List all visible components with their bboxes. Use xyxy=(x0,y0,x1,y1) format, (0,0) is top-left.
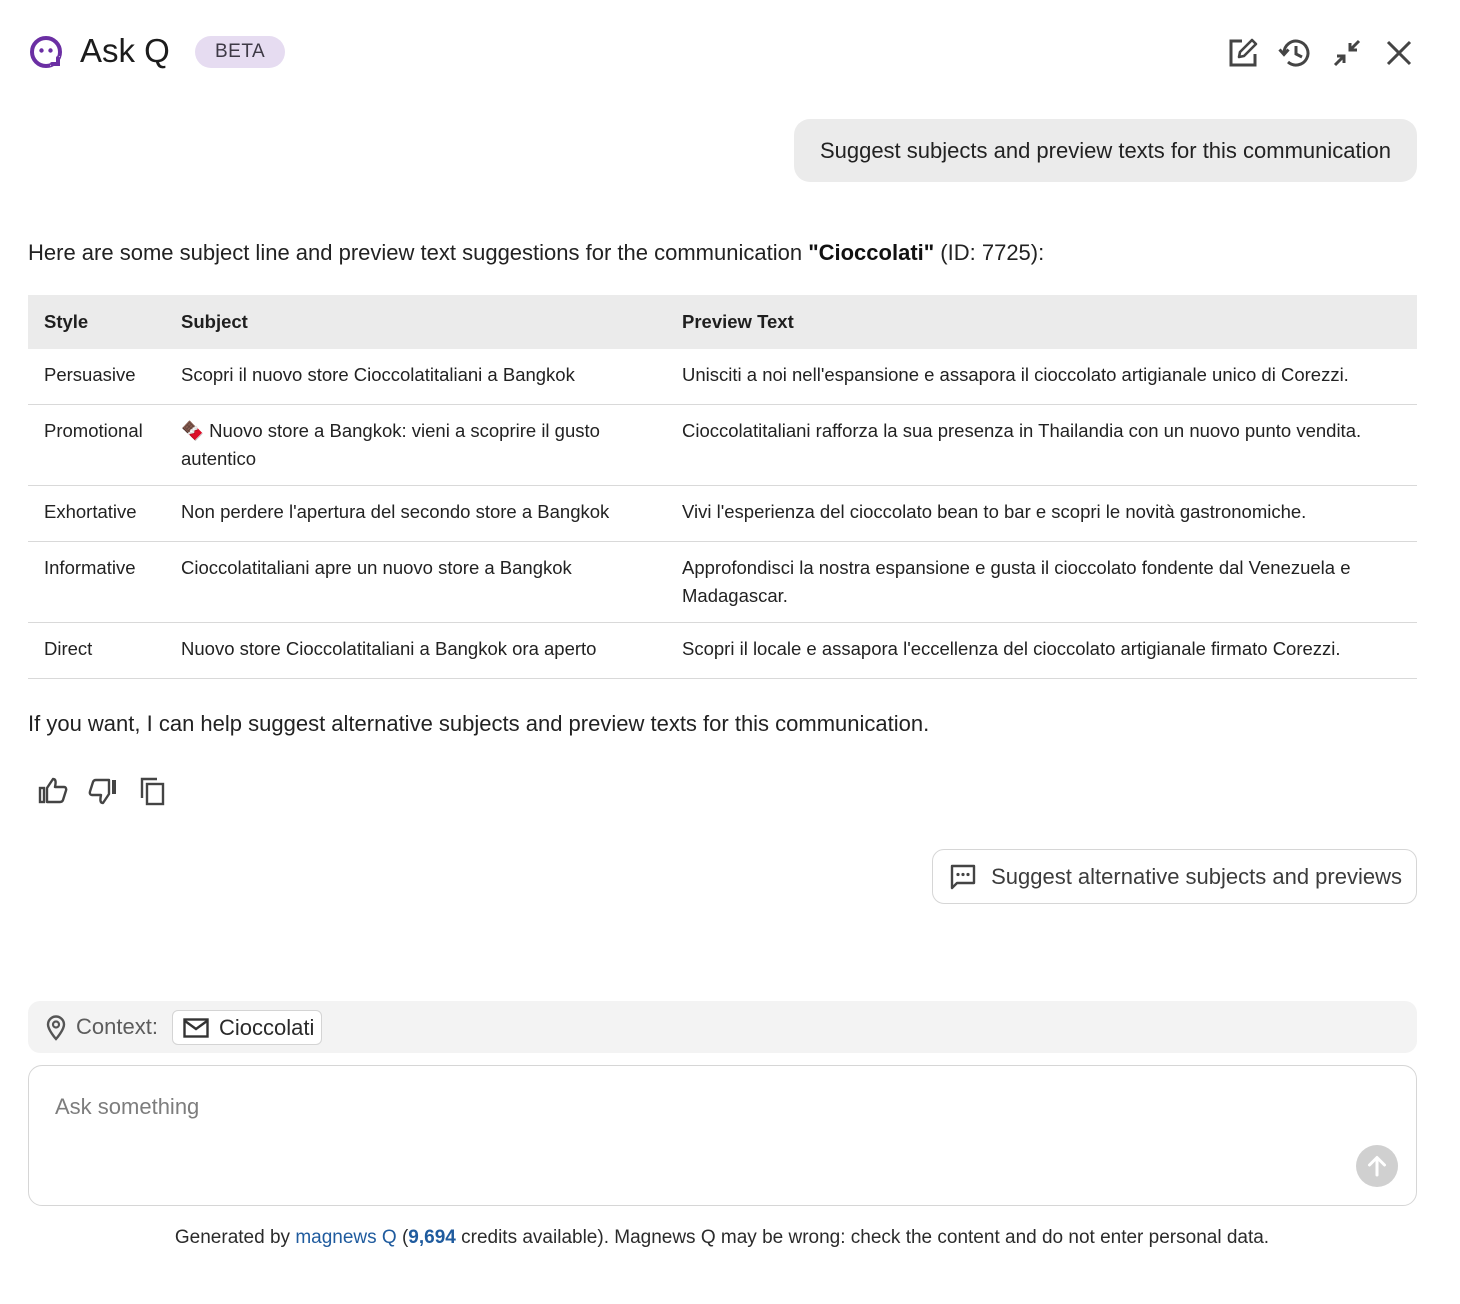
close-button[interactable] xyxy=(1380,34,1418,72)
preview-text-cell: Cioccolatitaliani rafforza la sua presenza in Thailandia con un nuovo punto vendita. xyxy=(666,405,1417,486)
arrow-up-icon xyxy=(1365,1154,1389,1178)
copy-icon xyxy=(138,776,168,806)
table-row xyxy=(28,349,1417,405)
column-header-style: Style xyxy=(28,295,165,349)
preview-text-cell: Vivi l'esperienza del cioccolato bean to bar e scopri le novità gastronomiche. xyxy=(666,486,1417,542)
feedback-actions xyxy=(38,776,168,806)
table-row xyxy=(28,623,1417,679)
table-row xyxy=(28,542,1417,623)
preview-text-cell: Scopri il locale e assapora l'eccellenza del cioccolato artigianale firmato Corezzi. xyxy=(666,623,1417,679)
history-button[interactable] xyxy=(1276,34,1314,72)
column-header-subject: Subject xyxy=(165,295,666,349)
context-bar xyxy=(28,1001,1417,1053)
suggestion-chip-label: Suggest alternative subjects and previews xyxy=(991,863,1402,889)
table-row xyxy=(28,486,1417,542)
subject-cell: Non perdere l'apertura del secondo store a Bangkok xyxy=(165,486,666,542)
thumbs-up-button[interactable] xyxy=(38,776,68,806)
magnews-q-link[interactable]: magnews Q xyxy=(295,1227,397,1248)
subject-cell: Scopri il nuovo store Cioccolatitaliani a Bangkok xyxy=(165,349,666,405)
preview-text-cell: Unisciti a noi nell'espansione e assapora il cioccolato artigianale unico di Corezzi. xyxy=(666,349,1417,405)
logo-chat-icon xyxy=(28,34,64,70)
thumbs-up-icon xyxy=(38,776,68,806)
beta-badge: BETA xyxy=(195,36,285,68)
style-cell: Persuasive xyxy=(28,349,165,405)
minimize-button[interactable] xyxy=(1328,34,1366,72)
suggestion-chip[interactable] xyxy=(932,849,1417,904)
mail-icon xyxy=(183,1018,209,1038)
preview-text-cell: Approfondisci la nostra espansione e gusta il cioccolato fondente dal Venezuela e Madagascar. xyxy=(666,542,1417,623)
credits-count: 9,694 xyxy=(408,1227,456,1248)
chat-bubble-icon xyxy=(949,863,977,891)
send-button[interactable] xyxy=(1356,1145,1398,1187)
style-cell: Direct xyxy=(28,623,165,679)
subject-cell: Cioccolatitaliani apre un nuovo store a Bangkok xyxy=(165,542,666,623)
suggestions-table xyxy=(28,295,1417,679)
context-chip[interactable] xyxy=(172,1010,322,1045)
context-label: Context: xyxy=(76,1014,158,1039)
style-cell: Exhortative xyxy=(28,486,165,542)
minimize-icon xyxy=(1331,37,1363,69)
ask-input[interactable] xyxy=(53,1092,1337,1186)
copy-button[interactable] xyxy=(138,776,168,806)
prompt-box xyxy=(28,1065,1417,1206)
location-pin-icon xyxy=(46,1015,66,1041)
reply-intro: Here are some subject line and preview text suggestions for the communication "Cioccolati" (ID: 7725): xyxy=(28,240,1045,265)
style-cell: Promotional xyxy=(28,405,165,486)
panel-header xyxy=(28,30,1418,74)
disclaimer-footer: Generated by magnews Q (9,694 credits available). Magnews Q may be wrong: check the content and do not enter personal data. xyxy=(174,1227,1270,1248)
style-cell: Informative xyxy=(28,542,165,623)
context-chip-label: Cioccolati xyxy=(219,1014,315,1040)
panel-title: Ask Q xyxy=(80,32,170,69)
history-icon xyxy=(1278,36,1312,70)
user-message: Suggest subjects and preview texts for this communication xyxy=(794,119,1417,182)
table-row xyxy=(28,405,1417,486)
thumbs-down-button[interactable] xyxy=(88,776,118,806)
close-icon xyxy=(1385,39,1413,67)
table-header-row xyxy=(28,295,1417,349)
reply-outro: If you want, I can help suggest alternative subjects and preview texts for this communication. xyxy=(28,711,930,736)
edit-icon xyxy=(1227,37,1259,69)
subject-cell: Nuovo store Cioccolatitaliani a Bangkok ora aperto xyxy=(165,623,666,679)
communication-name: "Cioccolati" xyxy=(808,240,935,265)
subject-cell: 🍫 Nuovo store a Bangkok: vieni a scoprire il gusto autentico xyxy=(165,405,666,486)
column-header-preview-text: Preview Text xyxy=(666,295,1417,349)
thumbs-down-icon xyxy=(88,776,118,806)
new-chat-button[interactable] xyxy=(1224,34,1262,72)
